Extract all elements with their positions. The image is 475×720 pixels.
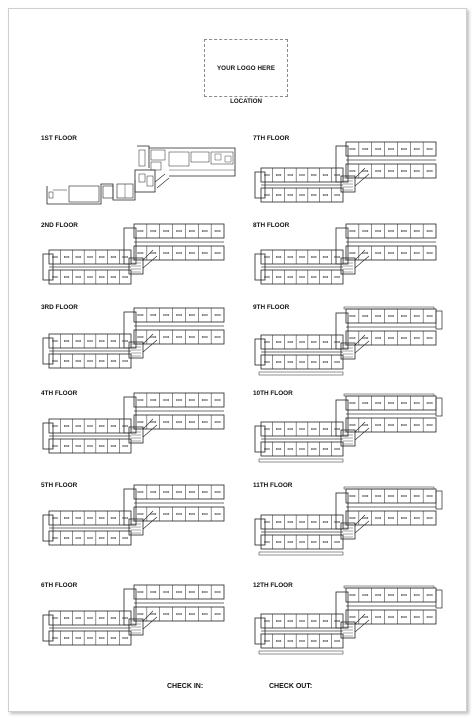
logo-placeholder (204, 39, 288, 97)
floor-plan-9 (251, 305, 451, 377)
floor-plan-1 (39, 140, 244, 206)
floor-plan-12 (251, 584, 451, 656)
floor-plan-sheet (8, 8, 467, 712)
logo-placeholder-text: YOUR LOGO HERE (216, 64, 276, 72)
check-in-label: CHECK IN: (167, 683, 204, 690)
floor-plan-5 (39, 481, 239, 551)
floor-plan-7 (251, 138, 451, 208)
floor-plan-2 (39, 220, 239, 290)
floor-title-11: 11TH FLOOR (253, 482, 293, 489)
location-label: LOCATION (230, 98, 262, 105)
floor-title-5: 5TH FLOOR (41, 482, 78, 489)
floor-title-8: 8TH FLOOR (253, 222, 290, 229)
floor-title-4: 4TH FLOOR (41, 390, 78, 397)
floor-title-3: 3RD FLOOR (41, 304, 78, 311)
floor-plan-3 (39, 304, 239, 374)
floor-title-1: 1ST FLOOR (41, 135, 77, 142)
floor-plan-6 (39, 581, 239, 651)
check-out-label: CHECK OUT: (269, 683, 313, 690)
floor-plan-11 (251, 485, 451, 557)
floor-title-7: 7TH FLOOR (253, 135, 290, 142)
floor-plan-4 (39, 389, 239, 459)
floor-title-9: 9TH FLOOR (253, 304, 290, 311)
floor-title-10: 10TH FLOOR (253, 390, 293, 397)
floor-title-6: 6TH FLOOR (41, 582, 78, 589)
floor-plan-10 (251, 392, 451, 464)
floor-plan-8 (251, 220, 451, 290)
floor-title-12: 12TH FLOOR (253, 582, 293, 589)
floor-title-2: 2ND FLOOR (41, 222, 78, 229)
